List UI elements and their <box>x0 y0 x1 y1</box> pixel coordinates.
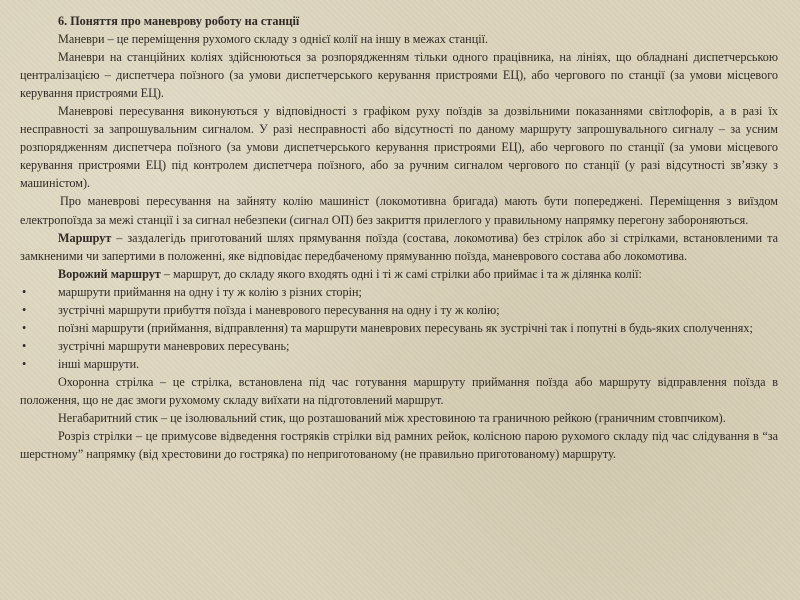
paragraph-maneuvers-authority: Маневри на станційних коліях здійснюються за розпорядженням тільки одного працівника, на лініях, що обладнані диспетчерською централізацією – диспетчера поїзного (за умови диспетчерського керування пристроями ЕЦ), або чергового по станції (за умови місцевого керування пристроями ЕЦ). <box>20 50 778 101</box>
term-hostile-route: Ворожий маршрут <box>58 266 161 281</box>
bullet-icon: • <box>22 356 27 371</box>
paragraph-switch-trailing: Розріз стрілки – це примусове відведення гостряків стрілки від рамних рейок, колісною парою рухомого складу під час слідування в “за шерстному” напрямку (від хрестовини до гостряка) по неприготованому (не правильно приготованому) маршруту. <box>20 429 778 462</box>
list-item-text: зустрічні маршрути прибуття поїзда і маневрового пересування на одну і ту ж колію; <box>58 302 500 317</box>
bullet-icon: • <box>22 320 27 335</box>
list-item <box>20 319 778 337</box>
list-item-text: зустрічні маршрути маневрових пересувань; <box>58 338 290 353</box>
list-item-text: інші маршрути. <box>58 356 140 371</box>
hostile-route-list <box>20 283 778 373</box>
paragraph-occupied-track: Про маневрові пересування на зайняту колію машиніст (локомотивна бригада) мають бути попереджені. Переміщення з виїздом електропоїзда за межі станції і за сигнал небезпеки (сигнал ОП) без закриття прилеглого у правильному напрямку перегону забороняються. <box>20 194 778 227</box>
bullet-icon: • <box>22 284 27 299</box>
hostile-route-definition-text: – маршрут, до складу якого входять одні і ті ж самі стрілки або приймає і та ж ділянка колії: <box>160 266 642 281</box>
route-definition-text: – заздалегідь приготований шлях прямування поїзда (состава, локомотива) без стрілок або зі стрілками, встановленими та замкненими чи запертими в положенні, яке відповідає передбаченому прямуванню поїзда, маневрового состава або локомотива. <box>20 230 778 263</box>
list-item <box>20 283 778 301</box>
bullet-icon: • <box>22 338 27 353</box>
paragraph-route-definition <box>20 229 778 265</box>
section-title: 6. Поняття про маневрову роботу на станції <box>58 14 300 28</box>
list-item-text: поїзні маршрути (приймання, відправлення) та маршрути маневрових пересувань як зустрічні так і попутні в будь-яких сполученнях; <box>58 320 753 335</box>
paragraph-hostile-route <box>20 265 778 283</box>
list-item <box>20 337 778 355</box>
list-item <box>20 301 778 319</box>
term-route: Маршрут <box>58 230 112 245</box>
paragraph-maneuvers-signals: Маневрові пересування виконуються у відповідності з графіком руху поїздів за дозвільними показаннями світлофорів, а в разі їх несправності за запрошувальним сигналом. У разі несправності або відсутності по даному маршруту запрошувального сигналу – за усним розпорядженням диспетчера поїзного (за умови диспетчерського керування пристроями ЕЦ), або чергового по станції (за умови місцевого керування пристроями ЕЦ) під контролем диспетчера поїзного, або за ручним сигналом чергового по станції (у разі відсутності зв’язку з машиністом). <box>20 104 778 191</box>
list-item-text: маршрути приймання на одну і ту ж колію з різних сторін; <box>58 284 362 299</box>
list-item <box>20 355 778 373</box>
bullet-icon: • <box>22 302 27 317</box>
paragraph-maneuvers-definition: Маневри – це переміщення рухомого складу з однієї колії на іншу в межах станції. <box>58 32 489 47</box>
paragraph-guard-switch: Охоронна стрілка – це стрілка, встановлена під час готування маршруту приймання поїзда або маршруту відправлення поїзда в положення, що не дає змоги рухомому складу виїхати на підготовлений маршрут. <box>20 374 778 407</box>
document-body <box>20 12 778 463</box>
paragraph-oversize-joint: Негабаритний стик – це ізолювальний стик, що розташований між хрестовиною та граничною рейкою (граничним стовпчиком). <box>58 411 726 426</box>
